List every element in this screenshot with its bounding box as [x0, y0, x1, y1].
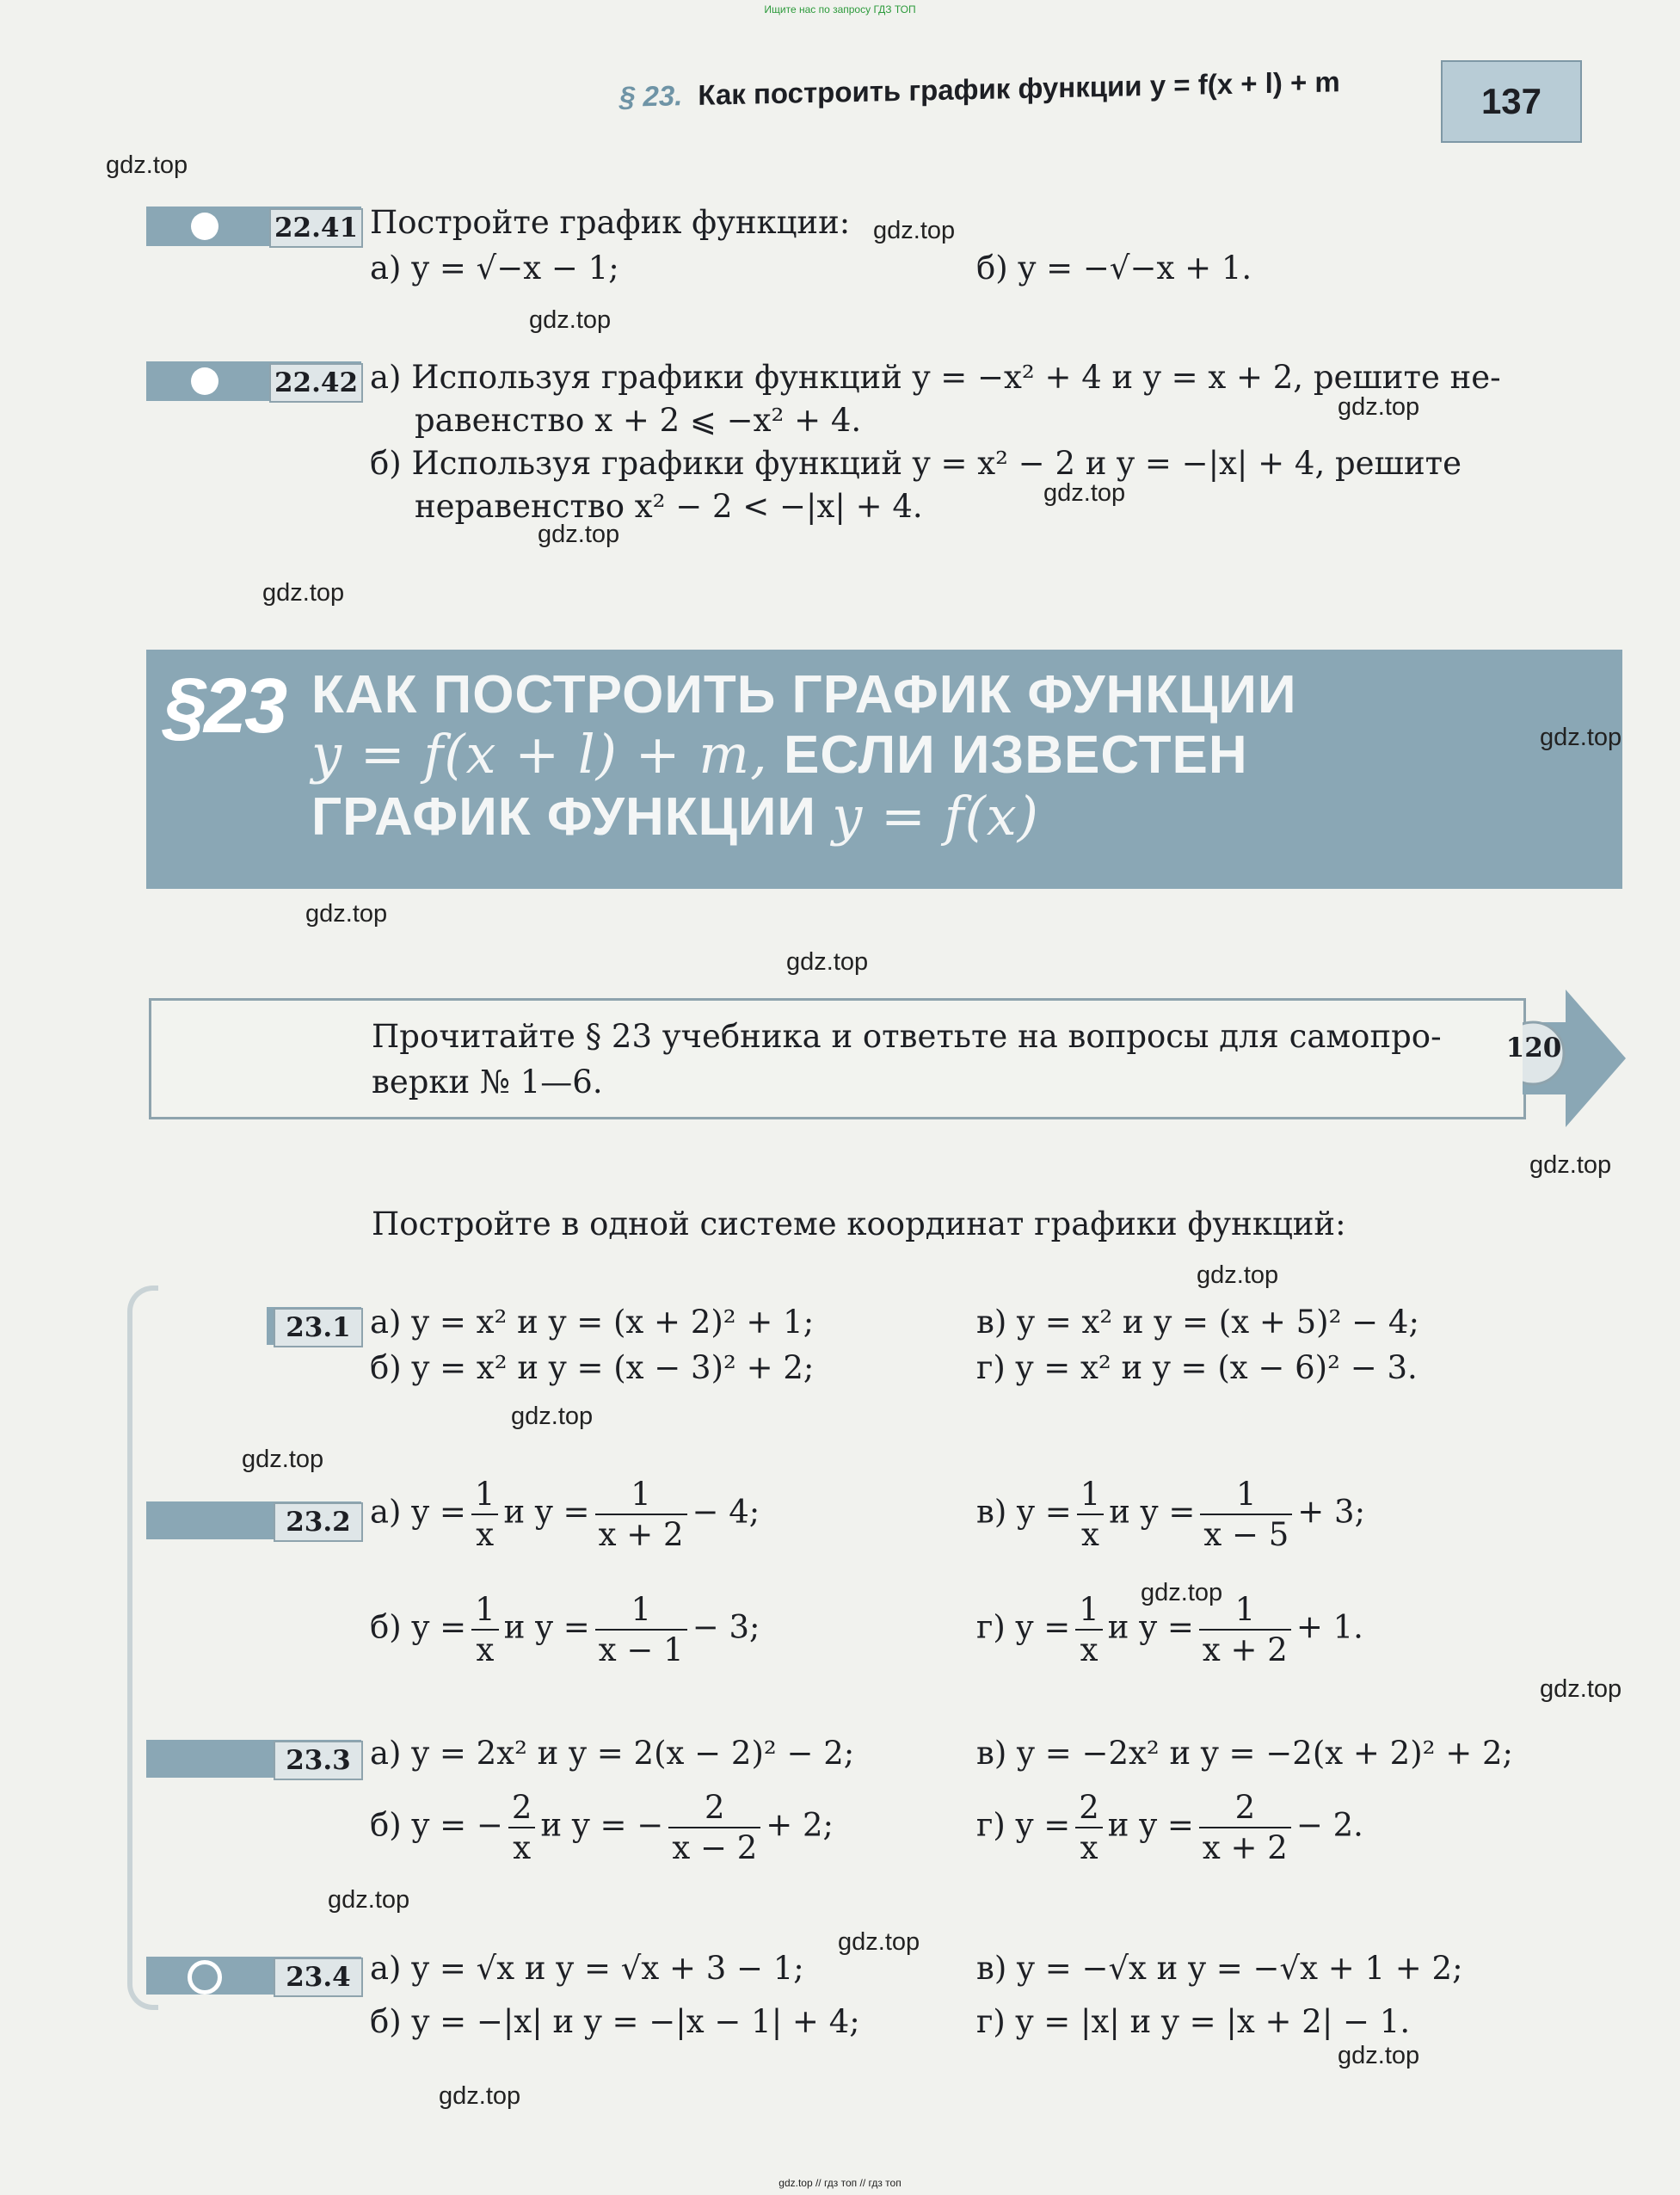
exercise-item: а) Используя графики функций y = −x² + 4 и y = x + 2, решите не- — [370, 359, 1501, 396]
exercise-item — [976, 1791, 1363, 1864]
watermark: gdz.top — [838, 1928, 920, 1956]
banner-text: ЕСЛИ ИЗВЕСТЕН — [783, 725, 1248, 785]
fraction — [1075, 1791, 1103, 1864]
read-instruction: Прочитайте § 23 учебника и ответьте на вопросы для самопро- — [372, 1018, 1442, 1055]
numerator: 1 — [1199, 1594, 1291, 1631]
watermark: gdz.top — [1043, 479, 1126, 507]
numerator: 2 — [1199, 1791, 1291, 1828]
numerator: 2 — [508, 1791, 536, 1828]
fraction — [1200, 1478, 1292, 1551]
fraction — [1077, 1478, 1105, 1551]
denominator: x — [1080, 1631, 1098, 1668]
denominator: x — [1081, 1516, 1099, 1553]
fraction — [595, 1478, 687, 1551]
watermark: gdz.top — [1529, 1151, 1612, 1179]
numerator: 1 — [595, 1594, 687, 1631]
denominator: x + 2 — [1202, 1829, 1288, 1866]
page-number: 137 — [1441, 60, 1582, 143]
formula-text: в) y = — [976, 1493, 1072, 1531]
denominator: x − 5 — [1203, 1516, 1289, 1553]
formula-text: − 3; — [692, 1608, 760, 1646]
denominator: x — [513, 1829, 532, 1866]
exercise-group-bracket — [127, 1286, 158, 2010]
exercise-item: а) y = 2x² и y = 2(x − 2)² − 2; — [370, 1735, 855, 1772]
numerator: 1 — [1200, 1478, 1292, 1515]
watermark: gdz.top — [242, 1446, 324, 1473]
exercise-item: а) y = x² и y = (x + 2)² + 1; — [370, 1304, 815, 1341]
exercise-item: в) y = −2x² и y = −2(x + 2)² + 2; — [976, 1735, 1514, 1772]
exercise-item: б) y = −|x| и y = −|x − 1| + 4; — [370, 2003, 860, 2040]
formula-text: и y = — [503, 1608, 590, 1646]
running-head — [619, 65, 1340, 114]
numerator: 1 — [595, 1478, 687, 1515]
exercise-item: в) y = x² и y = (x + 5)² − 4; — [976, 1304, 1419, 1341]
fraction — [595, 1591, 687, 1668]
exercise-item: г) y = |x| и y = |x + 2| − 1. — [976, 2003, 1411, 2040]
exercise-item — [370, 1478, 760, 1551]
formula-text: г) y = — [976, 1806, 1071, 1844]
fraction — [1075, 1591, 1103, 1668]
instruction: Постройте в одной системе координат графики функций: — [372, 1205, 1346, 1242]
formula-text: и y = — [1107, 1608, 1194, 1646]
watermark: gdz.top — [511, 1403, 594, 1430]
denominator: x − 2 — [672, 1829, 758, 1866]
watermark: gdz.top — [873, 217, 956, 244]
exercise-item: неравенство x² − 2 < −|x| + 4. — [415, 488, 923, 525]
formula-text: + 2; — [766, 1806, 834, 1844]
denominator: x — [1080, 1829, 1098, 1866]
watermark: gdz.top — [106, 151, 188, 179]
banner-formula: y = f(x) — [832, 785, 1039, 848]
fraction — [1199, 1791, 1291, 1864]
formula-text: + 1. — [1295, 1608, 1363, 1646]
watermark: gdz.top — [1141, 1579, 1223, 1606]
formula-text: и y = — [1107, 1806, 1194, 1844]
exercise-item: б) y = −√−x + 1. — [976, 250, 1252, 287]
numerator: 1 — [1077, 1478, 1105, 1515]
formula-text: + 3; — [1297, 1493, 1366, 1531]
formula-text: и y = — [1109, 1493, 1196, 1531]
formula-text: − 2. — [1295, 1806, 1363, 1844]
formula-text: а) y = — [370, 1493, 466, 1531]
watermark: gdz.top — [328, 1886, 410, 1914]
exercise-item: б) y = x² и y = (x − 3)² + 2; — [370, 1349, 815, 1386]
watermark: gdz.top — [439, 2082, 521, 2110]
exercise-item — [370, 1791, 834, 1864]
watermark: gdz.top — [1540, 1675, 1622, 1703]
watermark: gdz.top — [529, 306, 612, 334]
exercise-prompt: Постройте график функции: — [370, 204, 851, 241]
running-head-title: Как построить график функции y = f(x + l) + m — [698, 65, 1340, 111]
watermark: gdz.top — [786, 948, 869, 976]
formula-text: − 4; — [692, 1493, 760, 1531]
exercise-number: 22.41 — [269, 208, 363, 248]
exercise-number: 23.1 — [274, 1308, 363, 1347]
fraction — [471, 1591, 499, 1668]
exercise-item — [370, 1591, 760, 1668]
running-head-section: § 23. — [619, 79, 683, 113]
numerator: 1 — [471, 1478, 499, 1515]
ring-icon — [188, 1960, 222, 1995]
watermark: gdz.top — [1338, 2042, 1420, 2069]
exercise-item: а) y = √−x − 1; — [370, 250, 619, 287]
circle-icon — [191, 213, 218, 240]
banner-title-line — [311, 785, 1039, 848]
watermark: gdz.top — [1197, 1261, 1279, 1289]
banner-text: ГРАФИК ФУНКЦИИ — [311, 787, 816, 847]
exercise-item: равенство x + 2 ⩽ −x² + 4. — [415, 402, 862, 439]
denominator: x + 2 — [598, 1516, 684, 1553]
watermark: gdz.top — [305, 900, 388, 928]
watermark: gdz.top — [538, 521, 620, 548]
exercise-item: в) y = −√x и y = −√x + 1 + 2; — [976, 1950, 1463, 1987]
exercise-item: г) y = x² и y = (x − 6)² − 3. — [976, 1349, 1418, 1386]
exercise-number: 22.42 — [269, 363, 363, 403]
formula-text: б) y = − — [370, 1806, 503, 1844]
exercise-item — [976, 1478, 1365, 1551]
fraction — [508, 1791, 536, 1864]
fraction — [471, 1478, 499, 1551]
denominator: x − 1 — [598, 1631, 684, 1668]
denominator: x — [476, 1516, 495, 1553]
watermark: gdz.top — [262, 579, 345, 607]
banner-title-line — [311, 723, 1248, 786]
circle-icon — [191, 367, 218, 395]
formula-text: и y = − — [540, 1806, 664, 1844]
exercise-number: 23.2 — [274, 1502, 363, 1542]
exercise-number: 23.3 — [274, 1741, 363, 1780]
formula-text: и y = — [503, 1493, 590, 1531]
exercise-item: б) Используя графики функций y = x² − 2 и y = −|x| + 4, решите — [370, 445, 1462, 482]
banner-title-line: КАК ПОСТРОИТЬ ГРАФИК ФУНКЦИИ — [311, 665, 1297, 724]
numerator: 1 — [1075, 1594, 1103, 1631]
denominator: x — [476, 1631, 495, 1668]
watermark: gdz.top — [1540, 724, 1622, 751]
banner-section-number: §23 — [163, 663, 286, 749]
top-note: Ищите нас по запросу ГДЗ ТОП — [764, 3, 916, 15]
fraction — [668, 1791, 760, 1864]
banner-formula: y = f(x + l) + m, — [311, 723, 768, 786]
numerator: 1 — [471, 1594, 499, 1631]
numerator: 2 — [668, 1791, 760, 1828]
exercise-item: а) y = √x и y = √x + 3 − 1; — [370, 1950, 804, 1987]
formula-text: г) y = — [976, 1608, 1071, 1646]
denominator: x + 2 — [1202, 1631, 1288, 1668]
formula-text: б) y = — [370, 1608, 467, 1646]
numerator: 2 — [1075, 1791, 1103, 1828]
textbook-reference: 120 — [1505, 1033, 1562, 1064]
watermark: gdz.top — [1338, 393, 1420, 421]
exercise-number: 23.4 — [274, 1958, 363, 1997]
bottom-note: gdz.top // гдз топ // гдз топ — [778, 2177, 902, 2189]
read-instruction: верки № 1—6. — [372, 1064, 603, 1101]
